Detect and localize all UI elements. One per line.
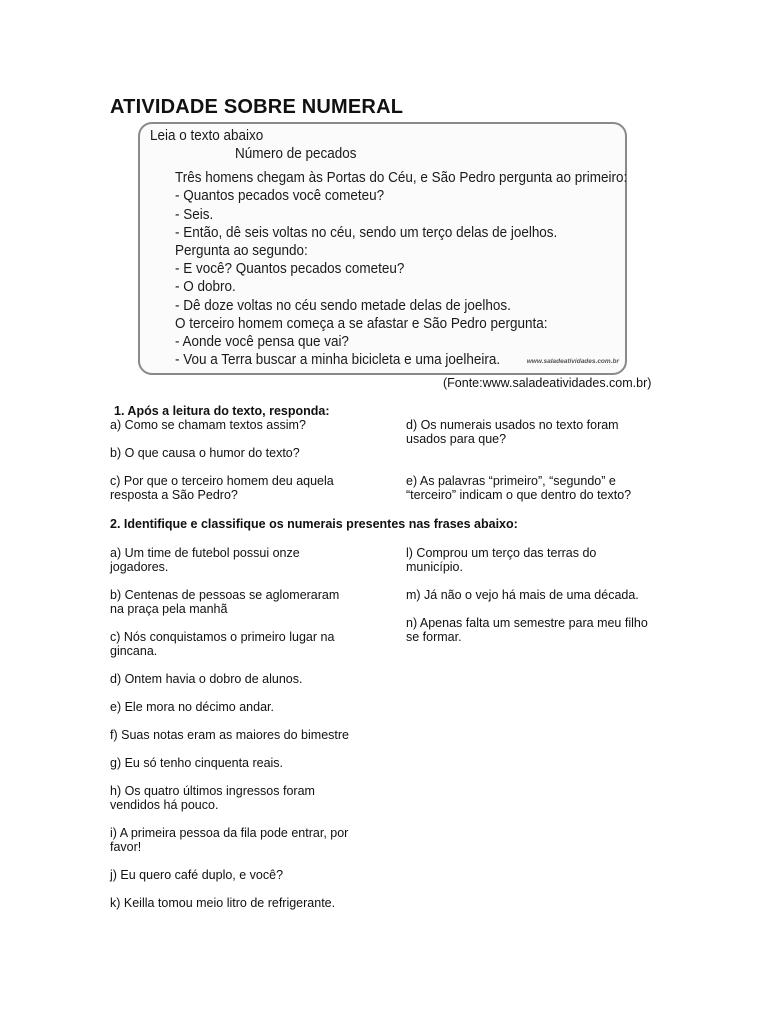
question-2l-line2: município. [406, 560, 463, 574]
question-2g: g) Eu só tenho cinquenta reais. [110, 756, 284, 770]
question-1c-line2: resposta a São Pedro? [110, 488, 238, 502]
story-line: - Então, dê seis voltas no céu, sendo um terço delas de joelhos. [175, 225, 558, 241]
question-2a-line2: jogadores. [110, 560, 169, 574]
question-2f: f) Suas notas eram as maiores do bimestre [110, 728, 349, 742]
question-2e: e) Ele mora no décimo andar. [110, 700, 274, 714]
story-watermark: www.saladeatividades.com.br [526, 358, 619, 365]
story-line: - Vou a Terra buscar a minha bicicleta e uma joelheira. [175, 352, 501, 368]
question-2m: m) Já não o vejo há mais de uma década. [406, 588, 639, 602]
question-1c-line1: c) Por que o terceiro homem deu aquela [110, 474, 334, 488]
question-2c-line2: gincana. [110, 644, 158, 658]
story-line: - Quantos pecados você cometeu? [175, 188, 385, 204]
question-2j: j) Eu quero café duplo, e você? [110, 868, 284, 882]
story-line: - E você? Quantos pecados cometeu? [175, 261, 405, 277]
question-2-heading: 2. Identifique e classifique os numerais presentes nas frases abaixo: [110, 517, 518, 531]
question-2a-line1: a) Um time de futebol possui onze [110, 546, 300, 560]
question-2h-line2: vendidos há pouco. [110, 798, 219, 812]
question-1e-line1: e) As palavras “primeiro”, “segundo” e [406, 474, 616, 488]
question-2h-line1: h) Os quatro últimos ingressos foram [110, 784, 315, 798]
question-2b-line2: na praça pela manhã [110, 602, 228, 616]
question-1d-line2: usados para que? [406, 432, 507, 446]
story-title: Número de pecados [235, 146, 357, 162]
question-1b: b) O que causa o humor do texto? [110, 446, 300, 460]
question-2l-line1: l) Comprou um terço das terras do [406, 546, 597, 560]
story-line: - Dê doze voltas no céu sendo metade delas de joelhos. [175, 298, 511, 314]
story-line: Pergunta ao segundo: [175, 243, 308, 259]
question-2d: d) Ontem havia o dobro de alunos. [110, 672, 303, 686]
story-line: O terceiro homem começa a se afastar e São Pedro pergunta: [175, 316, 548, 332]
page-title: ATIVIDADE SOBRE NUMERAL [110, 96, 404, 118]
story-image-box [138, 122, 627, 375]
source-citation: (Fonte:www.saladeatividades.com.br) [443, 376, 652, 390]
question-2b-line1: b) Centenas de pessoas se aglomeraram [110, 588, 340, 602]
story-line: - Aonde você pensa que vai? [175, 334, 349, 350]
question-1-heading: 1. Após a leitura do texto, responda: [114, 404, 330, 418]
story-line: - O dobro. [175, 279, 236, 295]
question-1d-line1: d) Os numerais usados no texto foram [406, 418, 619, 432]
question-2k: k) Keilla tomou meio litro de refrigerante. [110, 896, 336, 910]
question-2i-line1: i) A primeira pessoa da fila pode entrar, por [110, 826, 349, 840]
question-1e-line2: “terceiro” indicam o que dentro do texto? [406, 488, 632, 502]
question-2i-line2: favor! [110, 840, 142, 854]
story-line: - Seis. [175, 207, 214, 223]
question-2n-line2: se formar. [406, 630, 462, 644]
question-2n-line1: n) Apenas falta um semestre para meu filho [406, 616, 648, 630]
question-1a: a) Como se chamam textos assim? [110, 418, 306, 432]
question-2c-line1: c) Nós conquistamos o primeiro lugar na [110, 630, 335, 644]
story-line: Três homens chegam às Portas do Céu, e São Pedro pergunta ao primeiro: [175, 170, 628, 186]
story-intro: Leia o texto abaixo [150, 128, 264, 144]
